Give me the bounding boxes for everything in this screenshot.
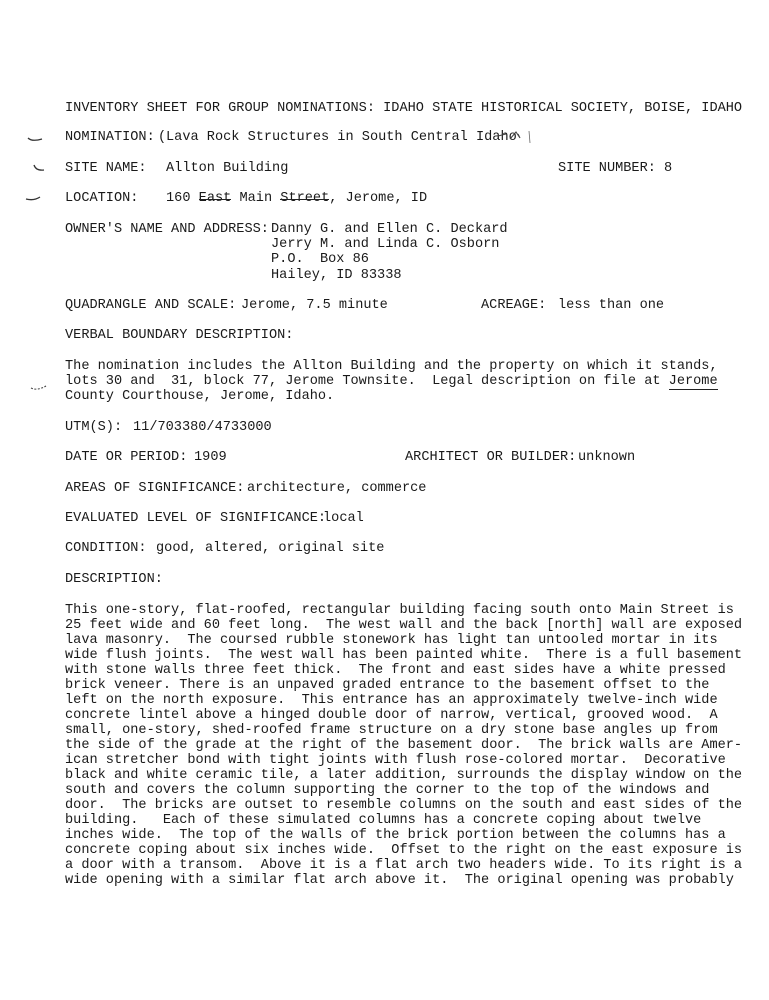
description-line: lava masonry. The coursed rubble stonework has light tan untooled mortar in its — [65, 633, 718, 648]
location-rest: , Jerome, ID — [329, 191, 428, 206]
owner-line: P.O. Box 86 — [271, 252, 369, 267]
location-value — [166, 191, 427, 206]
description-line: wide opening with a similar flat arch above it. The original opening was probably — [65, 873, 734, 888]
boundary-line: County Courthouse, Jerome, Idaho. — [65, 389, 335, 404]
site-name-label: SITE NAME: — [65, 161, 147, 176]
nomination-label: NOMINATION: — [65, 130, 155, 145]
description-line: door. The bricks are outset to resemble columns on the south and east sides of the — [65, 798, 743, 813]
description-text — [65, 603, 743, 888]
utm-label: UTM(S): — [65, 420, 123, 435]
location-struck-suffix: Street — [280, 191, 330, 206]
description-line: the side of the grade at the right of the basement door. The brick walls are Amer- — [65, 738, 743, 753]
owner-line: Hailey, ID 83338 — [271, 268, 402, 283]
description-line: ican stretcher bond with tight joints with flush rose-colored mortar. Decorative — [65, 753, 726, 768]
quadrangle-label: QUADRANGLE AND SCALE: — [65, 298, 237, 313]
description-line: wide flush joints. The west wall has been painted white. There is a full basement — [65, 648, 743, 663]
location-number: 160 — [166, 191, 191, 206]
site-name-value: Allton Building — [166, 161, 289, 176]
areas-value: architecture, commerce — [247, 481, 427, 496]
verbal-boundary-label: VERBAL BOUNDARY DESCRIPTION: — [65, 328, 294, 343]
areas-label: AREAS OF SIGNIFICANCE: — [65, 481, 245, 496]
boundary-line: The nomination includes the Allton Building and the property on which it stands, — [65, 359, 718, 374]
description-line: building. Each of these simulated columns has a concrete coping about twelve — [65, 813, 702, 828]
location-struck-word: East — [198, 191, 232, 206]
nomination-value: Lava Rock Structures in South Central Idaho — [166, 130, 517, 145]
description-line: brick veneer. There is an unpaved graded entrance to the basement offset to the — [65, 678, 710, 693]
location-label: LOCATION: — [65, 191, 139, 206]
condition-label: CONDITION: — [65, 541, 147, 556]
nomination-open-paren: ( — [158, 130, 167, 145]
description-line: south and covers the column supporting the corner to the top of the windows and — [65, 783, 710, 798]
date-value: 1909 — [194, 450, 227, 465]
description-line: concrete coping about six inches wide. Offset to the right on the east exposure is — [65, 843, 743, 858]
description-line: left on the north exposure. This entrance has an approximately twelve-inch wide — [65, 693, 718, 708]
architect-label: ARCHITECT OR BUILDER: — [405, 450, 577, 465]
boundary-line: lots 30 and 31, block 77, Jerome Townsite. Legal description on file at Jerome — [65, 374, 718, 389]
description-line: with stone walls three feet thick. The front and east sides have a white pressed — [65, 663, 726, 678]
owner-line: Jerry M. and Linda C. Osborn — [271, 237, 500, 252]
quadrangle-value: Jerome, 7.5 minute — [241, 298, 388, 313]
description-line: 25 feet wide and 60 feet long. The west wall and the back [north] wall are exposed — [65, 618, 743, 633]
description-line: concrete lintel above a hinged double door of narrow, vertical, grooved wood. A — [65, 708, 718, 723]
description-line: a door with a transom. Above it is a flat arch two headers wide. To its right is a — [65, 858, 743, 873]
description-line: small, one-story, shed-roofed frame structure on a dry stone base angles up from — [65, 723, 718, 738]
description-label: DESCRIPTION: — [65, 572, 163, 587]
acreage-label: ACREAGE: — [481, 298, 547, 313]
architect-value: unknown — [578, 450, 636, 465]
sheet-header: INVENTORY SHEET FOR GROUP NOMINATIONS: IDAHO STATE HISTORICAL SOCIETY, BOISE, IDAHO — [65, 101, 743, 116]
margin-tick-marks — [24, 128, 48, 213]
evaluated-value: local — [323, 511, 364, 526]
site-number-value: 8 — [664, 161, 673, 176]
acreage-value: less than one — [558, 298, 665, 313]
evaluated-label: EVALUATED LEVEL OF SIGNIFICANCE: — [65, 511, 327, 526]
location-street: Main — [239, 191, 273, 206]
handwritten-squiggle — [496, 128, 536, 146]
site-number-label: SITE NUMBER: — [558, 161, 656, 176]
utm-value: 11/703380/4733000 — [133, 420, 272, 435]
margin-tick-mark — [28, 380, 52, 396]
owner-line: Danny G. and Ellen C. Deckard — [271, 222, 508, 237]
description-line: black and white ceramic tile, a later addition, surrounds the display window on the — [65, 768, 743, 783]
description-line: inches wide. The top of the walls of the brick portion between the columns has a — [65, 828, 726, 843]
verbal-boundary-text — [65, 359, 718, 404]
condition-value: good, altered, original site — [156, 541, 385, 556]
date-label: DATE OR PERIOD: — [65, 450, 188, 465]
boundary-underlined-word: Jerome — [668, 374, 718, 389]
owner-label: OWNER'S NAME AND ADDRESS: — [65, 222, 269, 237]
description-line: This one-story, flat-roofed, rectangular building facing south onto Main Street is — [65, 603, 734, 618]
